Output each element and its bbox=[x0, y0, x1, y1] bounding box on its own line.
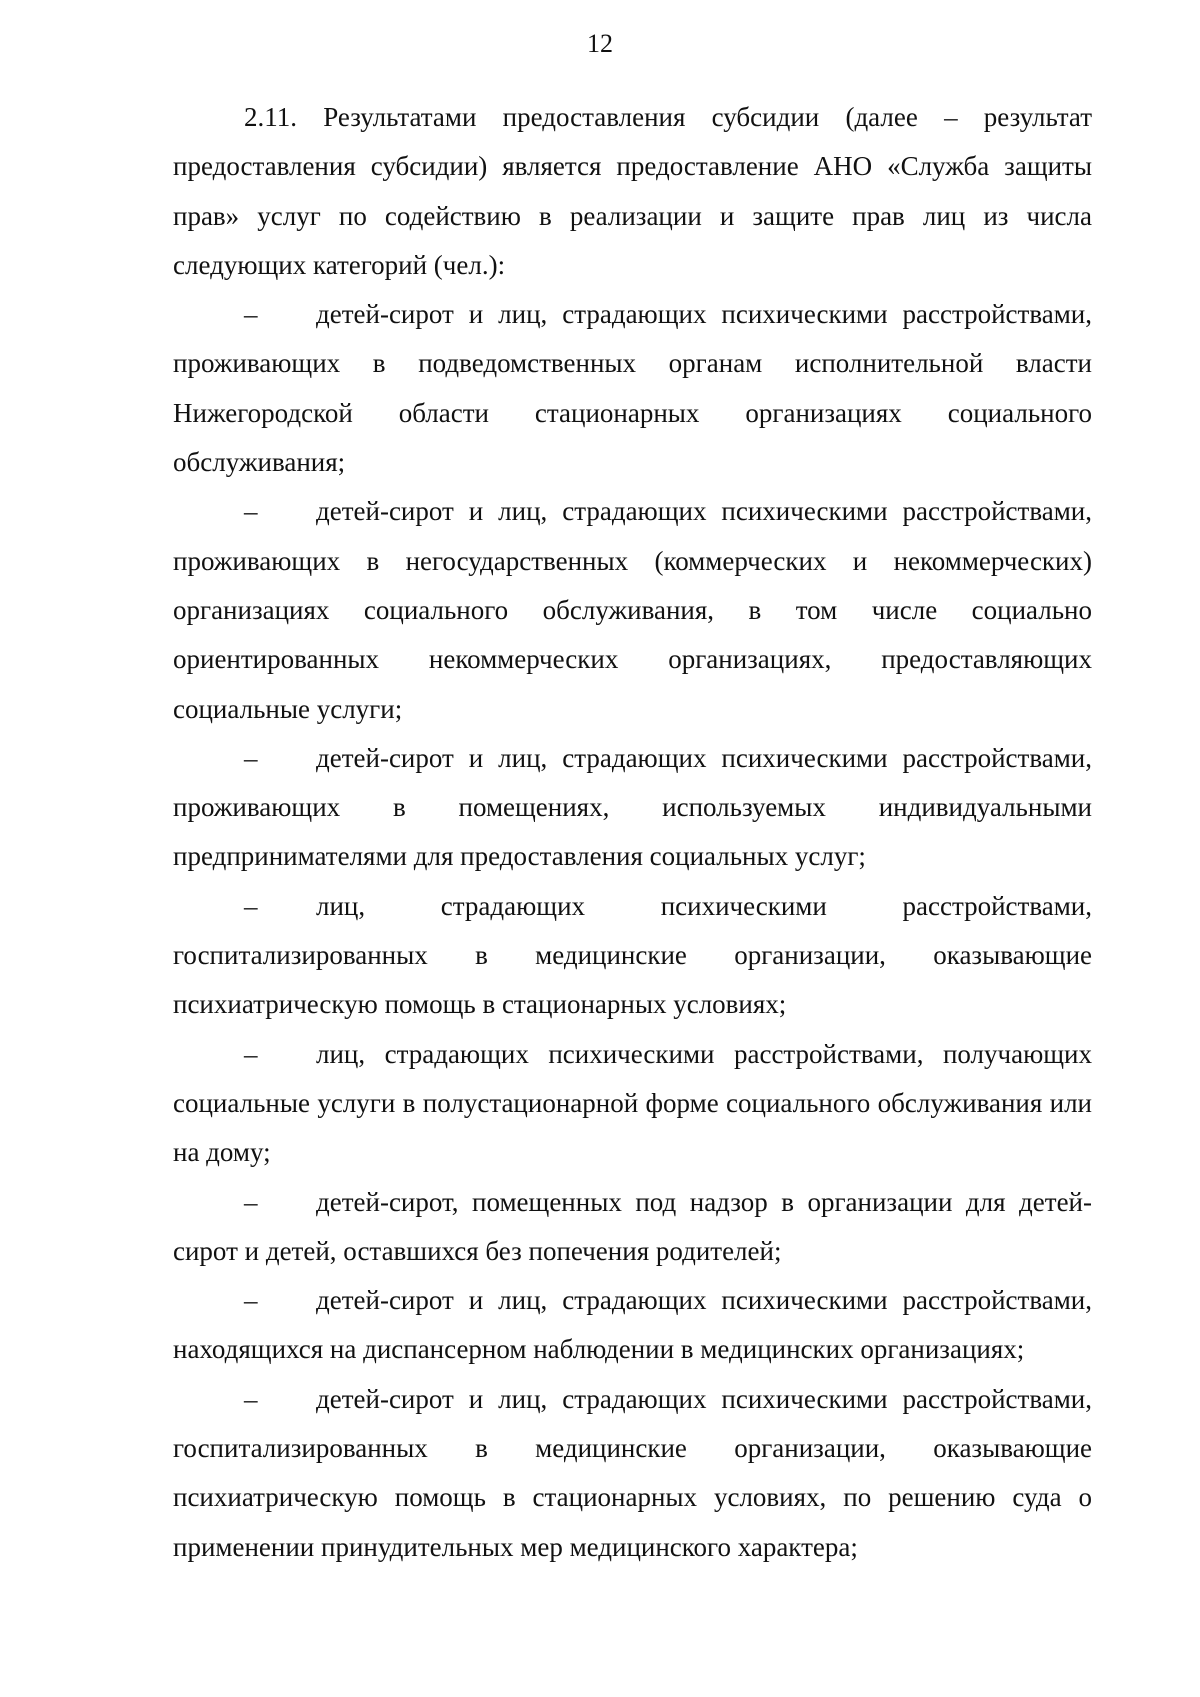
list-item-text: детей-сирот, помещенных под надзор в организации для детей-сирот и детей, оставшихся без попечения родителей; bbox=[173, 1186, 1092, 1266]
list-item-text: лиц, страдающих психическими расстройствами, госпитализированных в медицинские организации, оказывающие психиатрическую помощь в стационарных условиях; bbox=[173, 890, 1092, 1020]
list-item bbox=[173, 1276, 1092, 1375]
dash-marker: – bbox=[244, 890, 258, 921]
list-item-text: лиц, страдающих психическими расстройствами, получающих социальные услуги в полустационарной форме социального обслуживания или на дому; bbox=[173, 1038, 1092, 1168]
page-number: 12 bbox=[587, 29, 613, 58]
list-item-text: детей-сирот и лиц, страдающих психическими расстройствами, проживающих в негосударственных (коммерческих и некоммерческих) организациях социального обслуживания, в том числе социально ориентированных некоммерческих организациях, предоставляющих социальные услуги; bbox=[173, 496, 1092, 724]
dash-marker: – bbox=[244, 1383, 258, 1414]
dash-marker: – bbox=[244, 496, 258, 527]
list-item-text: детей-сирот и лиц, страдающих психическими расстройствами, проживающих в помещениях, используемых индивидуальными предпринимателями для предоставления социальных услуг; bbox=[173, 742, 1092, 872]
dash-marker: – bbox=[244, 1186, 258, 1217]
list-item-text: детей-сирот и лиц, страдающих психическими расстройствами, госпитализированных в медицинские организации, оказывающие психиатрическую помощь в стационарных условиях, по решению суда о применении принудительных мер медицинского характера; bbox=[173, 1383, 1092, 1562]
list-item bbox=[173, 882, 1092, 1030]
document-body bbox=[173, 93, 1092, 1572]
list-item bbox=[173, 290, 1092, 487]
list-item-text: детей-сирот и лиц, страдающих психическими расстройствами, находящихся на диспансерном наблюдении в медицинских организациях; bbox=[173, 1285, 1092, 1365]
dash-marker: – bbox=[244, 299, 258, 330]
dash-marker: – bbox=[244, 1285, 258, 1316]
dash-marker: – bbox=[244, 1038, 258, 1069]
list-item bbox=[173, 1178, 1092, 1277]
list-item bbox=[173, 1375, 1092, 1572]
intro-paragraph: 2.11. Результатами предоставления субсидии (далее – результат предоставления субсидии) является предоставление АНО «Служба защиты прав» услуг по содействию в реализации и защите прав лиц из числа следующих категорий (чел.): bbox=[173, 102, 1092, 280]
list-item-text: детей-сирот и лиц, страдающих психическими расстройствами, проживающих в подведомственных органам исполнительной власти Нижегородской области стационарных организациях социального обслуживания; bbox=[173, 299, 1092, 478]
list-item bbox=[173, 734, 1092, 882]
dash-marker: – bbox=[244, 742, 258, 773]
list-item bbox=[173, 1030, 1092, 1178]
list-item bbox=[173, 487, 1092, 733]
